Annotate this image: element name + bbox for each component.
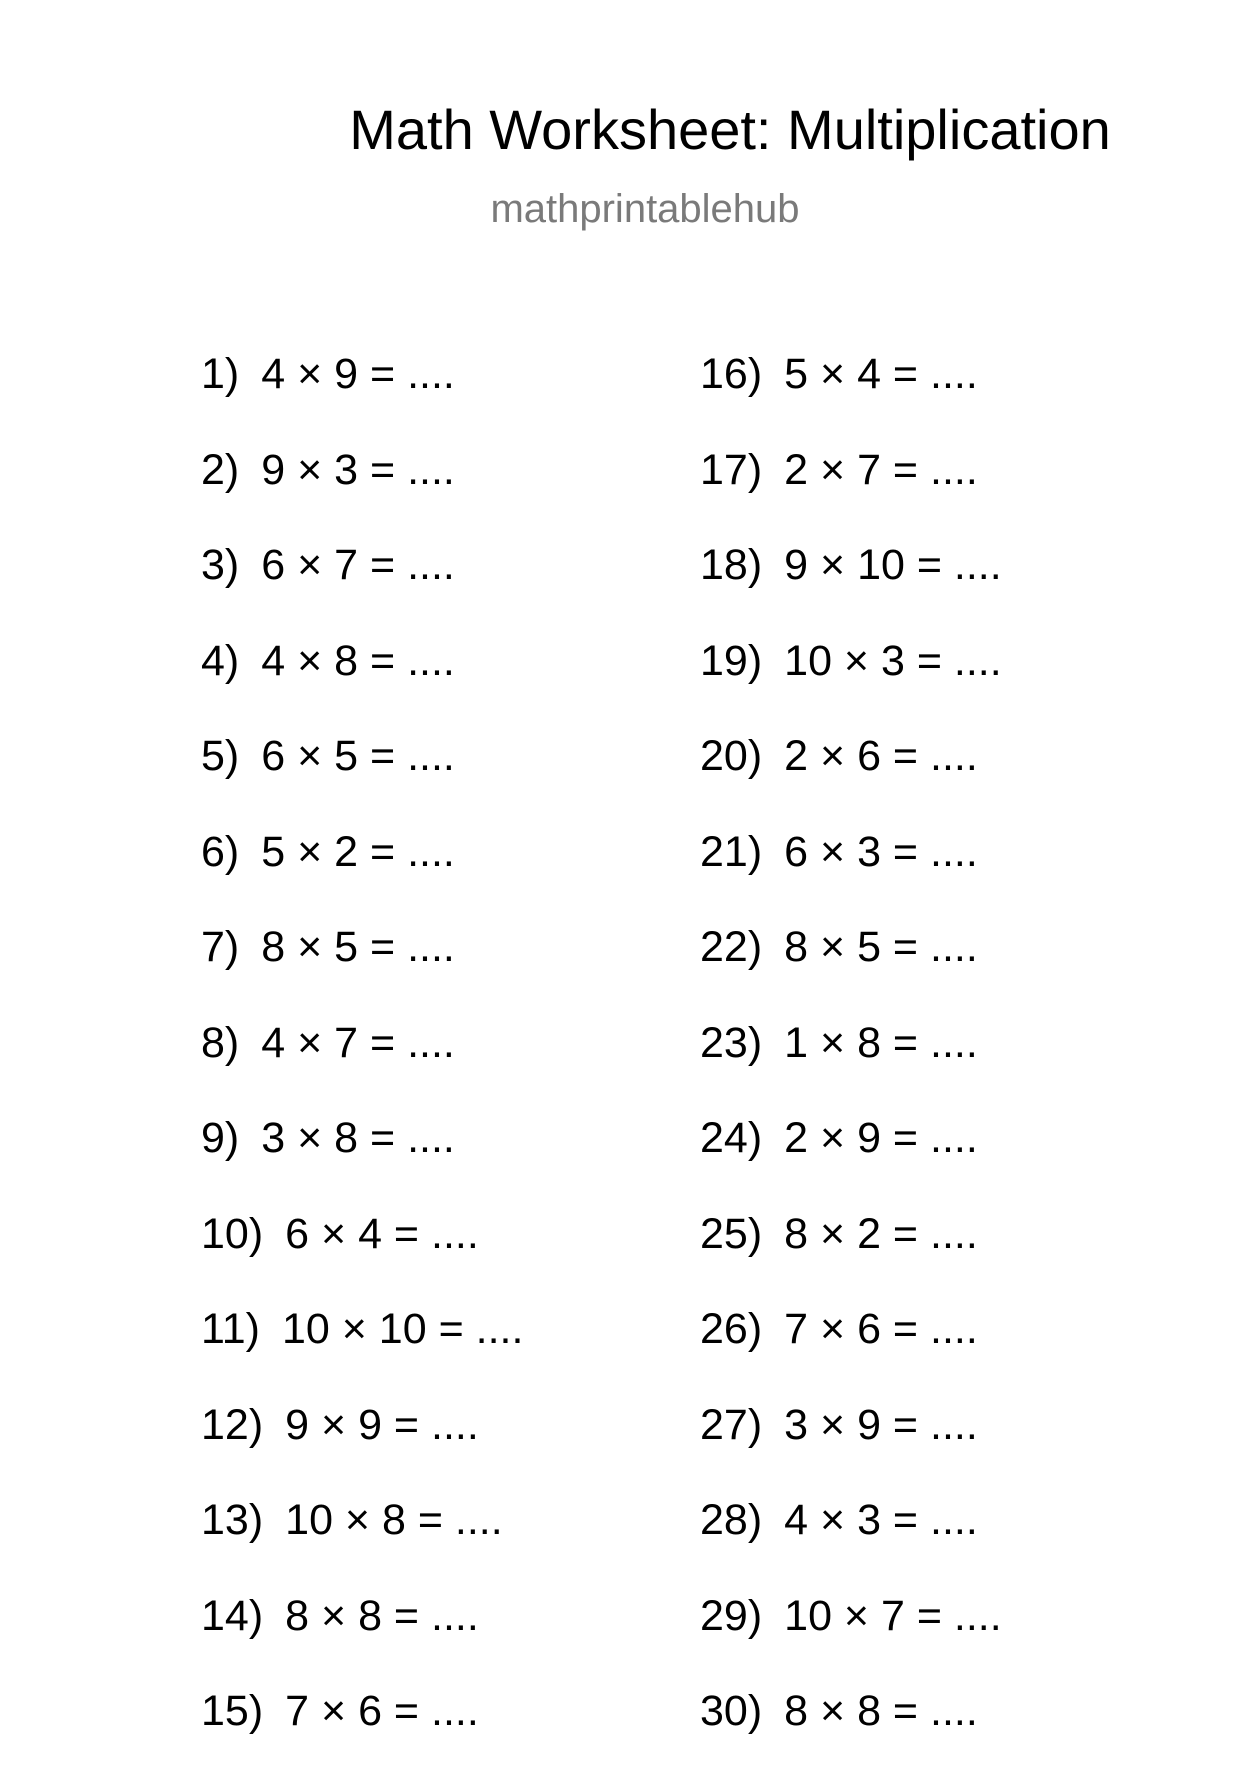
problem-expression: 1 × 8 = .... (784, 1018, 978, 1067)
problem-expression: 6 × 5 = .... (261, 732, 455, 780)
problem-item (201, 1114, 523, 1210)
problem-expression: 8 × 8 = .... (784, 1687, 978, 1735)
problem-number: 17) (700, 445, 763, 494)
problem-number: 3) (201, 541, 240, 589)
problem-expression: 8 × 5 = .... (261, 923, 455, 971)
problem-expression: 2 × 7 = .... (784, 445, 978, 494)
problem-expression: 2 × 9 = .... (784, 1114, 978, 1162)
problem-number: 10) (201, 1209, 264, 1258)
problem-number: 8) (201, 1018, 240, 1067)
problem-item (201, 732, 523, 828)
problem-item (700, 1496, 1002, 1592)
problem-number: 22) (700, 923, 763, 971)
problem-expression: 7 × 6 = .... (285, 1687, 479, 1735)
problem-number: 18) (700, 541, 763, 589)
problem-number: 15) (201, 1687, 264, 1735)
problem-expression: 9 × 9 = .... (285, 1400, 479, 1449)
problem-number: 5) (201, 732, 240, 780)
problem-expression: 3 × 8 = .... (261, 1114, 455, 1162)
problem-number: 30) (700, 1687, 763, 1735)
problem-number: 24) (700, 1114, 763, 1162)
problem-number: 28) (700, 1496, 763, 1544)
problem-item (201, 1019, 523, 1115)
problem-number: 6) (201, 827, 240, 876)
problem-number: 19) (700, 636, 763, 685)
problem-item (201, 1687, 523, 1783)
problem-item (201, 541, 523, 637)
problem-expression: 8 × 8 = .... (285, 1591, 479, 1640)
worksheet-title: Math Worksheet: Multiplication (349, 98, 1111, 161)
problem-number: 1) (201, 350, 240, 398)
problem-column-right (700, 350, 1002, 1783)
problem-item (700, 923, 1002, 1019)
worksheet-subtitle: mathprintablehub (490, 187, 800, 231)
problem-expression: 6 × 3 = .... (784, 827, 978, 876)
problem-expression: 3 × 9 = .... (784, 1400, 978, 1449)
problem-number: 13) (201, 1496, 264, 1544)
problem-expression: 10 × 3 = .... (784, 636, 1002, 685)
problem-expression: 4 × 3 = .... (784, 1496, 978, 1544)
problem-expression: 2 × 6 = .... (784, 732, 978, 780)
problem-item (700, 732, 1002, 828)
problem-number: 14) (201, 1591, 264, 1640)
problem-number: 9) (201, 1114, 240, 1162)
problem-number: 20) (700, 732, 763, 780)
problem-expression: 9 × 10 = .... (784, 541, 1002, 589)
problem-item (201, 1210, 523, 1306)
problem-number: 21) (700, 827, 763, 876)
problem-item (700, 1019, 1002, 1115)
problem-item (201, 1496, 523, 1592)
problem-item (700, 828, 1002, 924)
problem-number: 2) (201, 445, 240, 494)
problem-expression: 10 × 7 = .... (784, 1591, 1002, 1640)
problem-item (201, 1305, 523, 1401)
problem-expression: 5 × 4 = .... (784, 350, 978, 398)
problem-item (700, 1305, 1002, 1401)
problem-number: 25) (700, 1209, 763, 1258)
problem-expression: 6 × 4 = .... (285, 1209, 479, 1258)
problem-expression: 4 × 7 = .... (261, 1018, 455, 1067)
problem-expression: 6 × 7 = .... (261, 541, 455, 589)
problem-item (201, 828, 523, 924)
problem-number: 7) (201, 923, 240, 971)
problem-expression: 5 × 2 = .... (261, 827, 455, 876)
problem-number: 29) (700, 1591, 763, 1640)
problem-number: 12) (201, 1400, 264, 1449)
problem-item (201, 446, 523, 542)
problem-item (201, 350, 523, 446)
problem-item (700, 350, 1002, 446)
problem-item (700, 541, 1002, 637)
problem-item (700, 1114, 1002, 1210)
problem-item (201, 1401, 523, 1497)
problem-number: 16) (700, 350, 763, 398)
problem-item (201, 637, 523, 733)
problem-number: 27) (700, 1400, 763, 1449)
problem-item (201, 923, 523, 1019)
problem-expression: 4 × 9 = .... (261, 350, 455, 398)
problem-expression: 4 × 8 = .... (261, 636, 455, 685)
problem-expression: 8 × 5 = .... (784, 923, 978, 971)
problem-item (700, 1210, 1002, 1306)
problem-number: 26) (700, 1305, 763, 1353)
problem-number: 23) (700, 1018, 763, 1067)
problem-number: 11) (201, 1305, 260, 1353)
problem-item (700, 1687, 1002, 1783)
problem-expression: 7 × 6 = .... (784, 1305, 978, 1353)
problem-expression: 10 × 8 = .... (285, 1496, 503, 1544)
problem-item (700, 1592, 1002, 1688)
problem-item (700, 1401, 1002, 1497)
problem-item (201, 1592, 523, 1688)
problem-item (700, 446, 1002, 542)
problem-expression: 10 × 10 = .... (281, 1305, 524, 1353)
problem-expression: 8 × 2 = .... (784, 1209, 978, 1258)
problem-number: 4) (201, 636, 240, 685)
problem-expression: 9 × 3 = .... (261, 445, 455, 494)
problem-item (700, 637, 1002, 733)
problem-column-left (201, 350, 523, 1783)
